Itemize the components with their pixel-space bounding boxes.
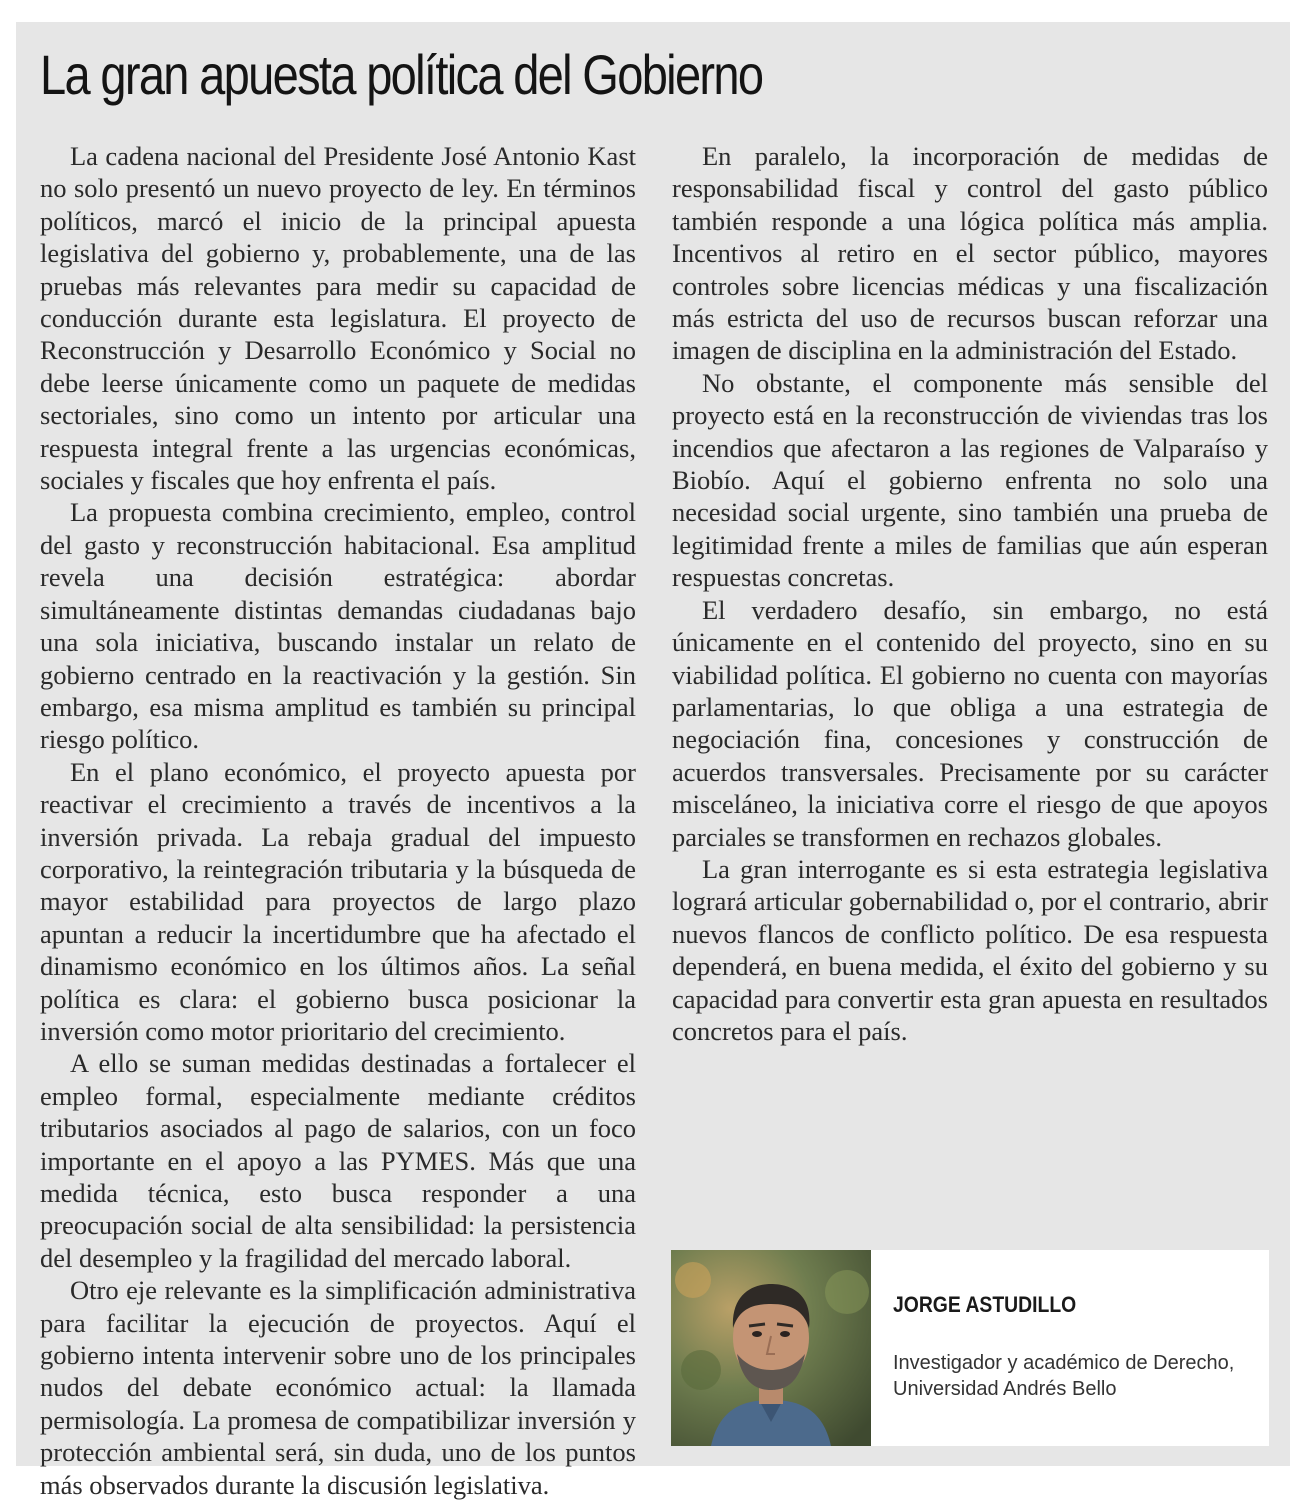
article-paragraph: La gran interrogante es si esta estrategia legislativa logrará articular gobernabilidad o, por el contrario, abrir nuevos flancos de conflicto político. De esa respuesta dependerá, en buena medida, el éxito del gobierno y su capacidad para convertir esta gran apuesta en resultados concretos para el país. <box>672 853 1268 1046</box>
author-portrait-icon <box>671 1250 871 1446</box>
article-paragraph: La cadena nacional del Presidente José Antonio Kast no solo presentó un nuevo proyecto de ley. En términos políticos, marcó el inicio de la principal apuesta legislativa del gobierno y, probablemente, una de las pruebas más relevantes para medir su capacidad de conducción durante esta legislatura. El proyecto de Reconstrucción y Desarrollo Económico y Social no debe leerse únicamente como un paquete de medidas sectoriales, sino como un intento por articular una respuesta integral frente a las urgencias económicas, sociales y fiscales que hoy enfrenta el país. <box>40 141 636 496</box>
article-clipping <box>16 22 1290 1500</box>
author-role: Investigador y académico de Derecho, Universidad Andrés Bello <box>893 1352 1235 1400</box>
article-paragraph: La propuesta combina crecimiento, empleo, control del gasto y reconstrucción habitacional. Esa amplitud revela una decisión estratégica: abordar simultáneamente distintas demandas ciudadanas bajo una sola iniciativa, buscando instalar un relato de gobierno centrado en la reactivación y la gestión. Sin embargo, esa misma amplitud es también su principal riesgo político. <box>40 497 636 755</box>
article-paragraph: El verdadero desafío, sin embargo, no está únicamente en el contenido del proyecto, sino en su viabilidad política. El gobierno no cuenta con mayorías parlamentarias, lo que obliga a una estrategia de negociación fina, concesiones y construcción de acuerdos transversales. Precisamente por su carácter misceláneo, la iniciativa corre el riesgo de que apoyos parciales se transformen en rechazos globales. <box>672 594 1268 852</box>
article-paragraph: Otro eje relevante es la simplificación administrativa para facilitar la ejecución de proyectos. Aquí el gobierno intenta intervenir sobre uno de los principales nudos del debate económico actual: la llamada permisología. La promesa de compatibilizar inversión y protección ambiental será, sin duda, uno de los puntos más observados durante la discusión legislativa. <box>40 1275 636 1500</box>
article-paragraph: En paralelo, la incorporación de medidas de responsabilidad fiscal y control del gasto público también responde a una lógica política más amplia. Incentivos al retiro en el sector público, mayores controles sobre licencias médicas y una fiscalización más estricta del uso de recursos buscan reforzar una imagen de disciplina en la administración del Estado. <box>672 141 1268 366</box>
article-column-left <box>40 140 636 1501</box>
article-column-right <box>672 140 1268 1047</box>
article-paragraph: No obstante, el componente más sensible del proyecto está en la reconstrucción de viviendas tras los incendios que afectaron a las regiones de Valparaíso y Biobío. Aquí el gobierno enfrenta no solo una necesidad social urgente, sino también una prueba de legitimidad frente a miles de familias que aún esperan respuestas concretas. <box>672 367 1268 593</box>
author-photo <box>671 1250 871 1446</box>
article-headline: La gran apuesta política del Gobierno <box>40 43 763 106</box>
article-paragraph: A ello se suman medidas destinadas a fortalecer el empleo formal, especialmente mediante créditos tributarios asociados al pago de salarios, con un foco importante en el apoyo a las PYMES. Más que una medida técnica, esto busca responder a una preocupación social de alta sensibilidad: la persistencia del desempleo y la fragilidad del mercado laboral. <box>40 1048 636 1273</box>
author-name: JORGE ASTUDILLO <box>893 1292 1077 1317</box>
author-box <box>671 1250 1269 1446</box>
article-paragraph: En el plano económico, el proyecto apuesta por reactivar el crecimiento a través de incentivos a la inversión privada. La rebaja gradual del impuesto corporativo, la reintegración tributaria y la búsqueda de mayor estabilidad para proyectos de largo plazo apuntan a reducir la incertidumbre que ha afectado el dinamismo económico en los últimos años. La señal política es clara: el gobierno busca posicionar la inversión como motor prioritario del crecimiento. <box>40 756 636 1046</box>
